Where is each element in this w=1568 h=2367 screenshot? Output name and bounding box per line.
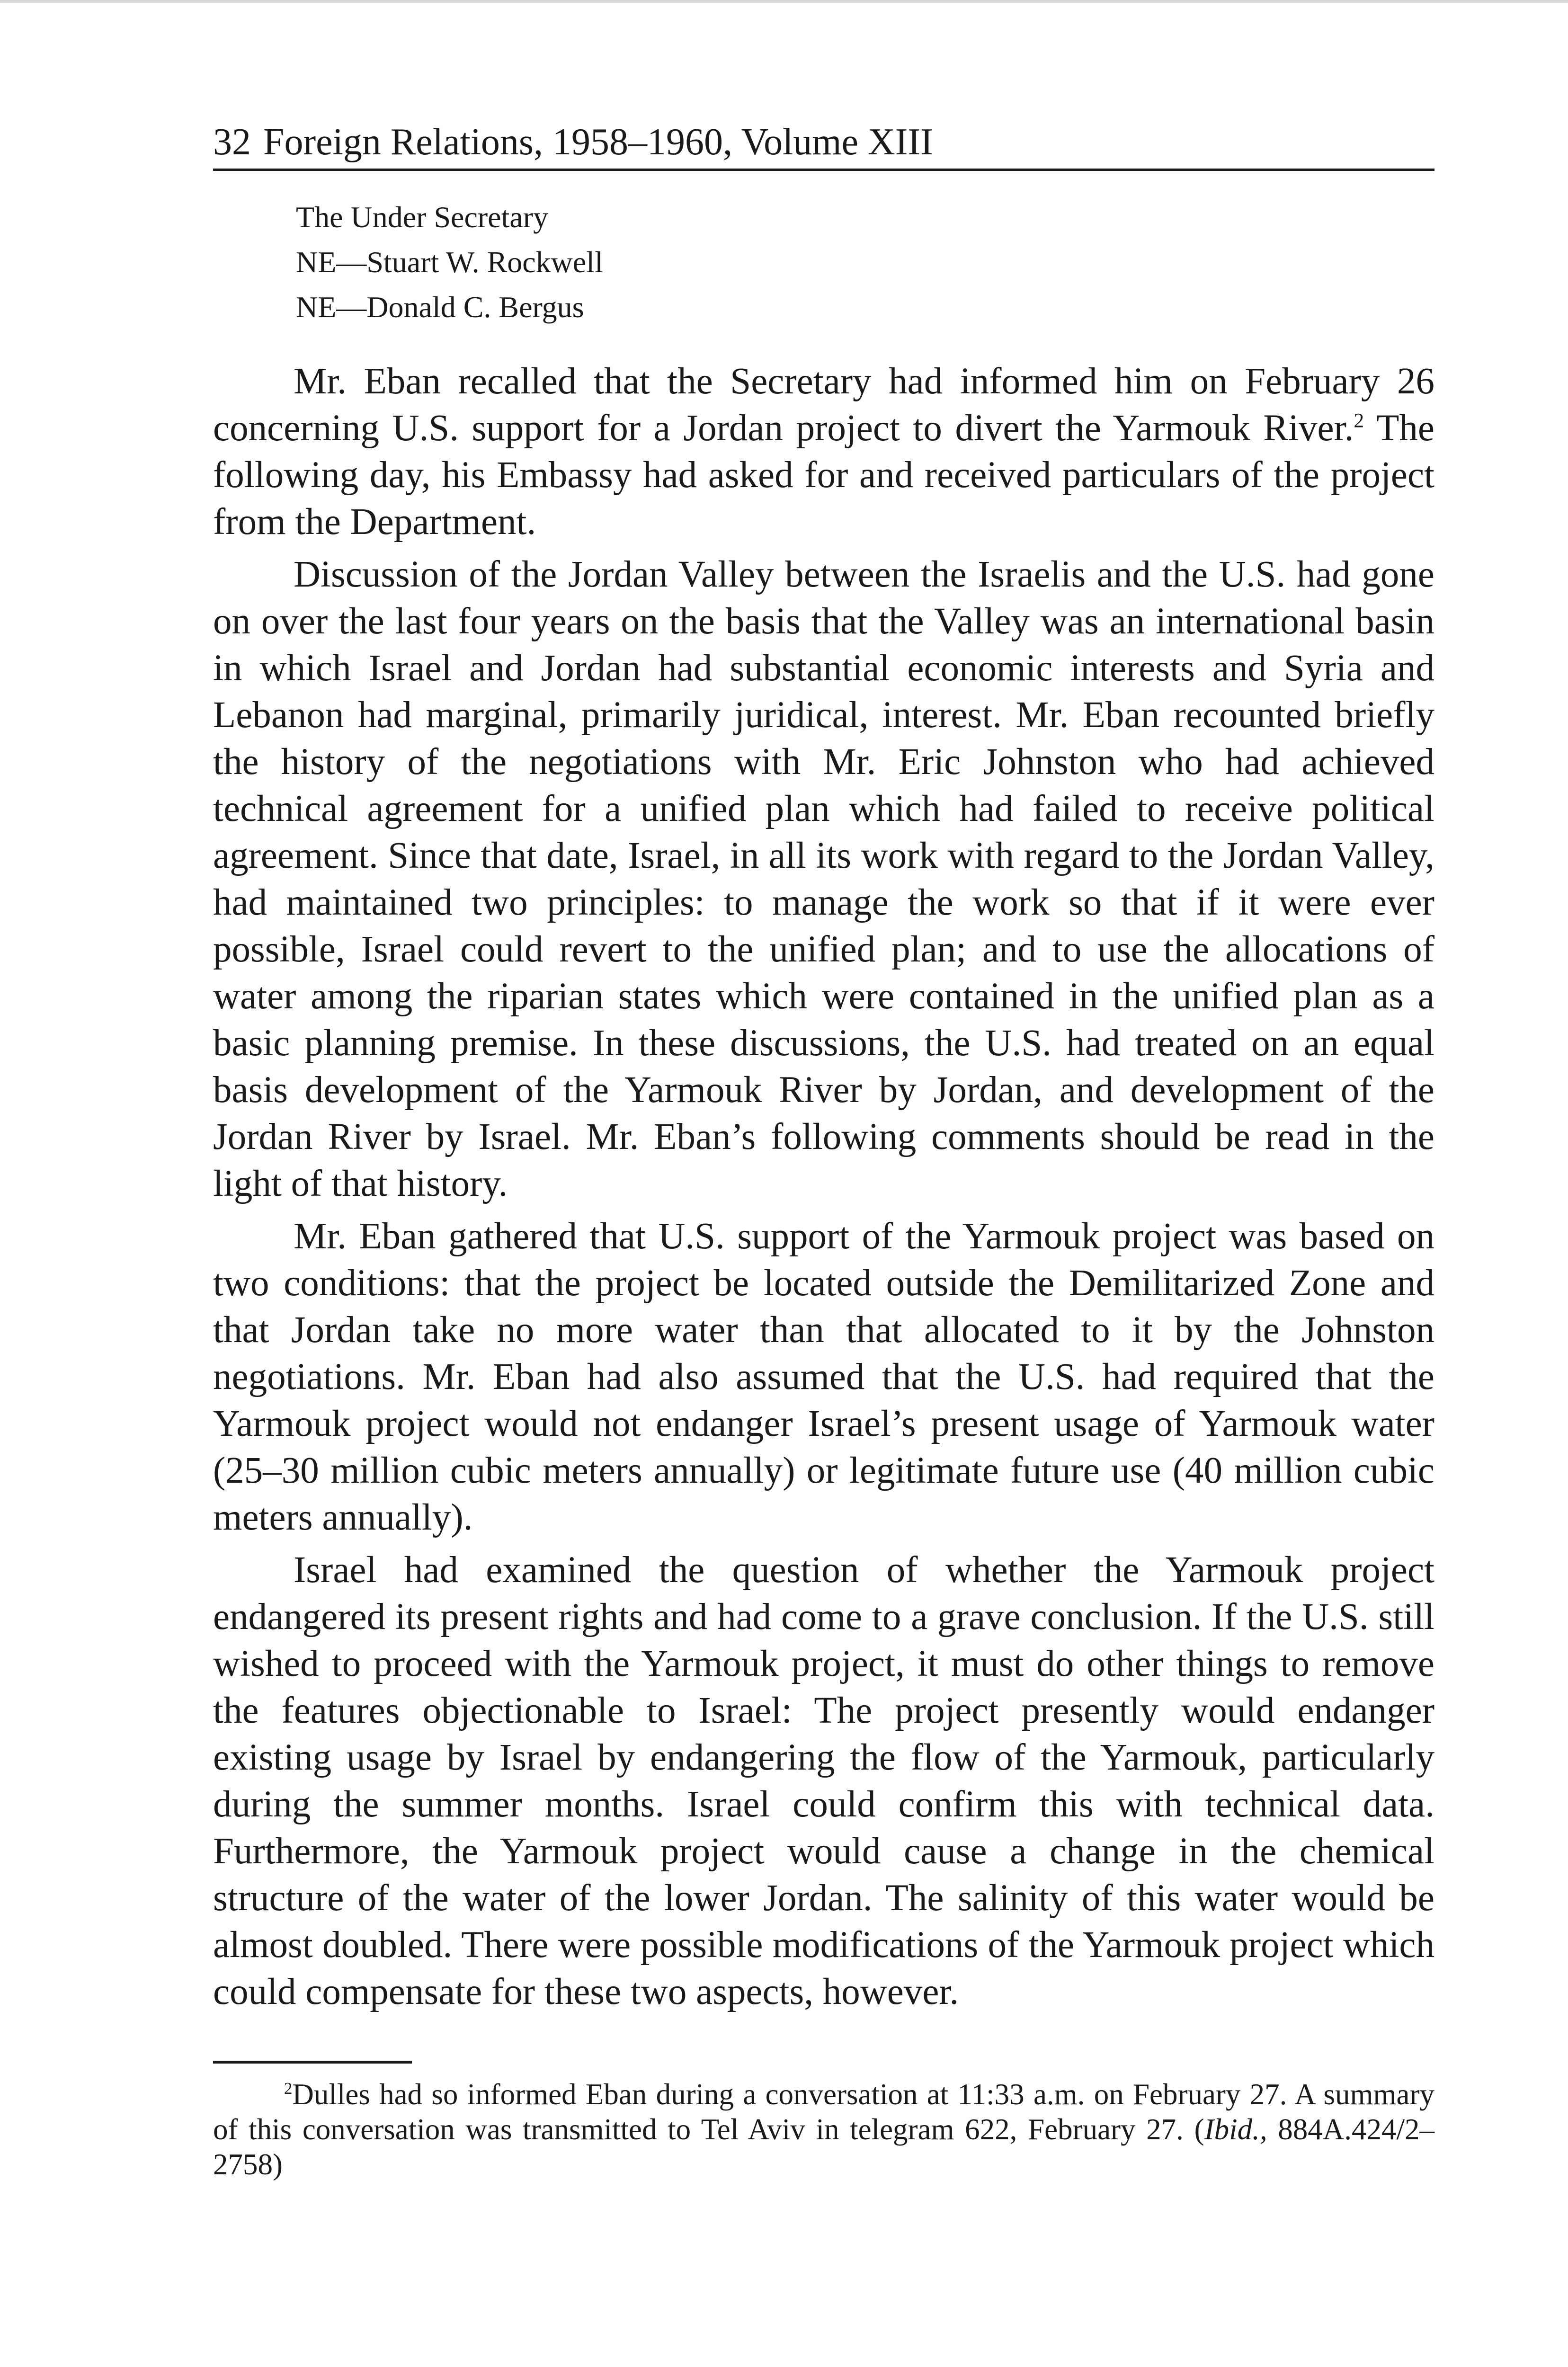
page-top-edge <box>0 0 1568 3</box>
body-paragraph: Israel had examined the question of whether the Yarmouk project endangered its present rights and had come to a grave conclusion. If the U.S. still wished to proceed with the Yarmouk project, it must do other things to remove the features objectionable to Israel: The project presently would endanger existing usage by Israel by endangering the flow of the Yarmouk, particularly during the summer months. Israel could confirm this with technical data. Furthermore, the Yarmouk project would cause a change in the chemical structure of the water of the lower Jordan. The salinity of this water would be almost doubled. There were possible modifications of the Yarmouk project which could compensate for these two aspects, however. <box>213 1549 1434 2012</box>
attendee-entry: NE—Donald C. Bergus <box>296 290 584 324</box>
running-header <box>213 118 1434 171</box>
body-paragraph: Mr. Eban gathered that U.S. support of the Yarmouk project was based on two conditions: that the project be located outside the Demilitarized Zone and that Jordan take no more water than that allocated to it by the Johnston negotiations. Mr. Eban had also assumed that the U.S. had required that the Yarmouk project would not endanger Israel’s present usage of Yarmouk water (25–30 million cubic meters annually) or legitimate future use (40 million cubic meters annually). <box>213 1216 1434 1538</box>
body-paragraph: Discussion of the Jordan Valley between the Israelis and the U.S. had gone on over the last four years on the basis that the Valley was an international basin in which Israel and Jordan had substantial economic interests and Syria and Lebanon had marginal, primarily juridical, interest. Mr. Eban recounted briefly the history of the negotiations with Mr. Eric Johnston who had achieved technical agreement for a unified plan which had failed to receive political agreement. Since that date, Israel, in all its work with regard to the Jordan Valley, had maintained two principles: to manage the work so that if it were ever possible, Israel could revert to the unified plan; and to use the allocations of water among the riparian states which were contained in the unified plan as a basic planning premise. In these discussions, the U.S. had treated on an equal basis development of the Yarmouk River by Jordan, and development of the Jordan River by Israel. Mr. Eban’s following comments should be read in the light of that history. <box>213 554 1434 1204</box>
attendee-entry: The Under Secretary <box>296 200 549 234</box>
footnote-divider <box>213 2061 412 2064</box>
paragraph-text: The following day, his Embassy had asked for and received particulars of the project from the Department. <box>213 408 1434 543</box>
attendee-entry: NE—Stuart W. Rockwell <box>296 245 603 279</box>
footnote-citation: 884A.424/2–2758) <box>213 2113 1434 2181</box>
footnote-text: Dulles had so informed Eban during a conversation at 11:33 a.m. on February 27. A summary of this conversation was transmitted to Tel Aviv in telegram 622, February 27. ( <box>213 2078 1434 2146</box>
document-page <box>213 118 1434 2182</box>
memorandum-body <box>213 358 1434 2015</box>
volume-title: Foreign Relations, 1958–1960, Volume XIII <box>263 121 933 163</box>
footnote-citation-ibid: Ibid., <box>1204 2113 1267 2146</box>
footnote <box>213 2077 1434 2182</box>
footnote-reference: 2 <box>1354 409 1364 432</box>
footnote-marker: 2 <box>284 2080 293 2098</box>
attendee-list <box>296 195 1434 329</box>
page-number: 32 <box>213 121 251 163</box>
paragraph-text: Mr. Eban recalled that the Secretary had informed him on February 26 concerning U.S. support for a Jordan project to divert the Yarmouk River. <box>213 361 1434 449</box>
body-paragraph <box>213 358 1434 545</box>
